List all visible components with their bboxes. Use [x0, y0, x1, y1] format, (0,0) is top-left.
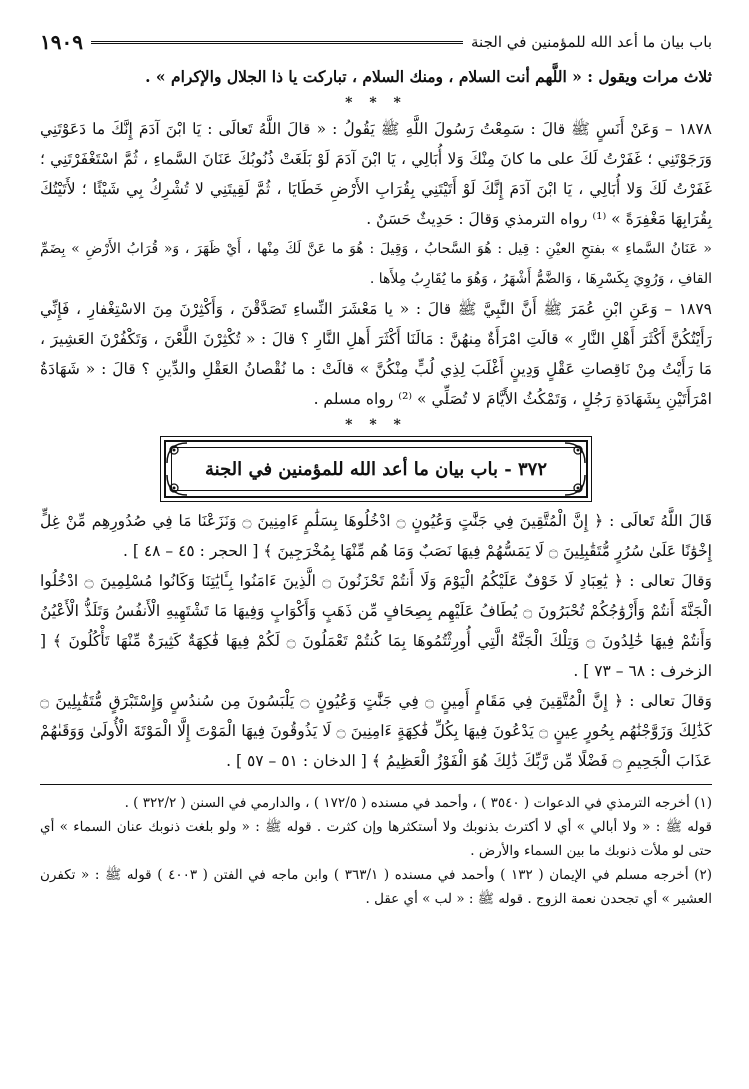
running-title: باب بيان ما أعد الله للمؤمنين في الجنة — [471, 33, 712, 51]
footnote-rule — [40, 784, 712, 785]
footnote-1-explanation: قوله ﷺ : « ولا أبالي » أي لا أكترث بذنوبك ولا أستكثرها وإن كثرت . قوله ﷺ : « ولو بلغت ذنوبك عنان السماء » أي حتى لو ملأت ذنوبك ما بين السماء والأرض . — [40, 819, 713, 859]
header-rule — [91, 41, 463, 44]
intro-line: ثلاث مرات ويقول : « اللَّهم أنت السلام ، ومنك السلام ، تباركت يا ذا الجلال والإكرام » . — [145, 67, 712, 86]
running-header — [40, 22, 712, 62]
chapter-frame — [164, 440, 588, 498]
chapter-frame-inner — [171, 447, 581, 491]
hadith-1878: ١٨٧٨ – وَعَنْ أَنَسٍ ﷺ قالَ : سَمِعْتُ رَسُولَ اللَّهِ ﷺ يَقُولُ : « قالَ اللَّهُ تَعالَى : يَا ابْنَ آدَمَ إِنَّكَ ما دَعَوْتَنِي وَرَجَوْتَنِي ؛ غَفَرْتُ لَكَ على ما كانَ مِنْكَ وَلا أُبَالِي ، يَا ابْنَ آدَمَ لَوْ بَلَغَتْ ذُنُوبُكَ عَنَانَ السَّماءِ ، ثُمَّ اسْتَغْفَرْتَنِي ؛ غَفَرْتُ لَكَ وَلا أُبَالِي ، يَا ابْنَ آدَمَ إِنَّكَ لَوْ أَتَيْتَنِي بِقُرَابِ الأَرْضِ خَطَايَا ، ثُمَّ لَقِيتَنِي لا تُشْرِكُ بِي شَيْئًا ؛ لأَتَيْتُكَ بِقُرَابِهَا مَغْفِرَةً » ⁽¹⁾ رواه الترمذي وَقالَ : حَدِيثٌ حَسَنٌ . — [40, 120, 712, 228]
page-number: ١٩٠٩ — [40, 30, 83, 54]
footnote-1: (١) أخرجه الترمذي في الدعوات ( ٣٥٤٠ ) ، وأحمد في مسنده ( ١٧٢/٥ ) ، والدارمي في السنن ( ٣٢٢/٢ ) . — [124, 795, 712, 811]
page — [40, 22, 712, 1072]
verse-dukhan: وَقالَ تعالى : ﴿ إِنَّ الْمُتَّقِينَ فِي مَقَامٍ أَمِينٍ ۝ فِي جَنَّٰتٍ وَعُيُونٍ ۝ يَلْبَسُونَ مِن سُندُسٍ وَإِسْتَبْرَقٍ مُّتَقَٰبِلِينَ ۝ كَذَٰلِكَ وَزَوَّجْنَٰهُم بِحُورٍ عِينٍ ۝ يَدْعُونَ فِيهَا بِكُلِّ فَٰكِهَةٍ ءَامِنِينَ ۝ لَا يَذُوقُونَ فِيهَا الْمَوْتَ إِلَّا الْمَوْتَةَ الْأُولَىٰ وَوَقَىٰهُمْ عَذَابَ الْجَحِيمِ ۝ فَضْلًا مِّن رَّبِّكَ ذَٰلِكَ هُوَ الْفَوْزُ الْعَظِيمُ ﴾ [ الدخان : ٥١ – ٥٧ ] . — [40, 692, 712, 770]
chapter-heading — [40, 440, 712, 498]
section-separator-2: * * * — [345, 417, 407, 433]
verse-zukhruf: وَقالَ تعالى : ﴿ يَٰعِبَادِ لَا خَوْفٌ عَلَيْكُمُ الْيَوْمَ وَلَا أَنتُمْ تَحْزَنُونَ ۝ الَّذِينَ ءَامَنُوا بِـَٔايَٰتِنَا وَكَانُوا مُسْلِمِينَ ۝ ادْخُلُوا الْجَنَّةَ أَنتُمْ وَأَزْوَٰجُكُمْ تُحْبَرُونَ ۝ يُطَافُ عَلَيْهِم بِصِحَافٍ مِّن ذَهَبٍ وَأَكْوَابٍ وَفِيهَا مَا تَشْتَهِيهِ الْأَنفُسُ وَتَلَذُّ الْأَعْيُنُ وَأَنتُمْ فِيهَا خَٰلِدُونَ ۝ وَتِلْكَ الْجَنَّةُ الَّتِي أُورِثْتُمُوهَا بِمَا كُنتُمْ تَعْمَلُونَ ۝ لَكُمْ فِيهَا فَٰكِهَةٌ كَثِيرَةٌ مِّنْهَا تَأْكُلُونَ ﴾ [ الزخرف : ٦٨ – ٧٣ ] . — [40, 572, 712, 680]
gloss-1878: « عَنَانُ السَّماءِ » بفتحِ العيْنِ : قِيل : هُوَ السَّحابُ ، وَقِيلَ : هُوَ ما عَنَّ لَكَ مِنْها ، أَيْ ظَهَرَ ، وَ« قُرَابُ الأَرْضِ » بِضَمِّ القافِ ، وَرُوِيَ بِكَسْرِهَا ، وَالضَّمُّ أَشْهَرُ ، وَهُوَ ما يُقَارِبُ مِلأَها . — [40, 241, 712, 287]
hadith-1879: ١٨٧٩ – وَعَنِ ابْنِ عُمَرَ ﷺ أَنَّ النَّبِيَّ ﷺ قالَ : « يا مَعْشَرَ النِّساءِ تَصَدَّقْنَ ، وَأَكْثِرْنَ مِنَ الاسْتِغْفارِ ، فَإِنِّي رَأَيْتُكُنَّ أَكْثَرَ أَهْلِ النَّارِ » قالَتِ امْرَأَةٌ مِنهُنَّ : مَالَنَا أَكْثَرَ أَهلِ النَّارِ ؟ قالَ : « تُكْثِرْنَ اللَّعْنَ ، وَتَكْفُرْنَ العَشِيرَ ، مَا رَأَيْتُ مِنْ نَاقِصاتِ عَقْلٍ وَدِينٍ أَغْلَبَ لِذِي لُبٍّ مِنْكُنَّ » قالَتْ : ما نُقْصانُ العَقْلِ والدِّينِ ؟ قالَ : « شَهَادَةُ امْرَأَتَيْنِ بِشَهَادَةِ رَجُلٍ ، وَتَمْكُثُ الأَيَّامَ لا تُصَلِّي » ⁽²⁾ رواه مسلم . — [40, 300, 712, 408]
chapter-title: ٣٧٢ - باب بيان ما أعد الله للمؤمنين في الجنة — [204, 458, 548, 480]
verse-hijr: قَالَ اللَّهُ تَعالَى : ﴿ إِنَّ الْمُتَّقِينَ فِي جَنَّٰتٍ وَعُيُونٍ ۝ ادْخُلُوهَا بِسَلَٰمٍ ءَامِنِينَ ۝ وَنَزَعْنَا مَا فِي صُدُورِهِم مِّنْ غِلٍّ إِخْوَٰنًا عَلَىٰ سُرُرٍ مُّتَقَٰبِلِينَ ۝ لَا يَمَسُّهُمْ فِيهَا نَصَبٌ وَمَا هُم مِّنْهَا بِمُخْرَجِينَ ﴾ [ الحجر : ٤٥ – ٤٨ ] . — [40, 512, 712, 560]
footnote-2: (٢) أخرجه مسلم في الإيمان ( ١٣٢ ) وأحمد في مسنده ( ٣٦٣/١ ) وابن ماجه في الفتن ( ٤٠٠٣ ) قوله ﷺ : « تكفرن العشير » أي تجحدن نعمة الزوج . قوله ﷺ : « لب » أي عقل . — [40, 867, 712, 907]
section-separator: * * * — [345, 95, 407, 111]
